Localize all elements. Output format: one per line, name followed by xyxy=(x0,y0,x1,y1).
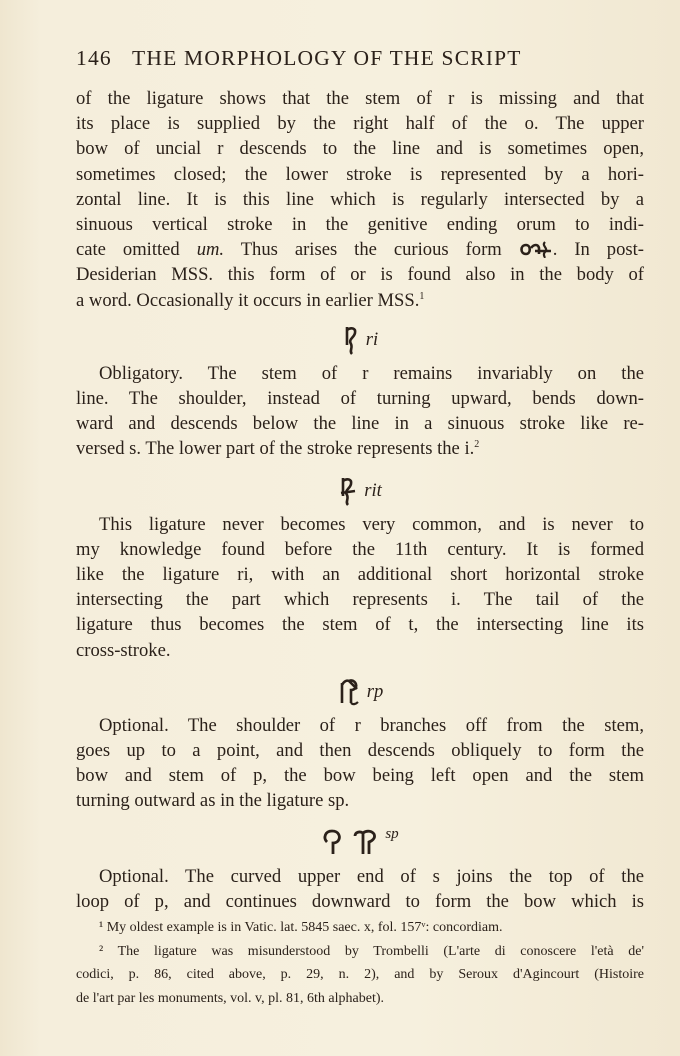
paragraph-or-ligature xyxy=(76,86,644,313)
paragraph-rit xyxy=(76,512,644,663)
text-line: zontal line. It is this line which is regularly intersected by a xyxy=(76,188,644,210)
footnote-1: ¹ My oldest example is in Vatic. lat. 5845 saec. x, fol. 157ᵛ: concordiam. xyxy=(99,920,503,935)
text-line: of the ligature shows that the stem of r is missing and that xyxy=(76,88,644,109)
running-title: THE MORPHOLOGY OF THE SCRIPT xyxy=(132,46,522,70)
text-line: loop of p, and continues downward to form the bow which is xyxy=(76,890,644,912)
orum-ligature-glyph xyxy=(519,240,553,258)
ligature-label: rp xyxy=(366,680,384,702)
text-line: Desiderian MSS. this form of or is found also in the body of xyxy=(76,264,644,286)
text-line: Optional. The shoulder of r branches off from the stem, xyxy=(99,714,644,736)
text-line: intersecting the part which represents i. The tail of the xyxy=(76,589,644,611)
page-number: 146 xyxy=(76,46,112,70)
text-line: line. The shoulder, instead of turning upward, bends down- xyxy=(76,388,644,410)
ligature-heading-rit xyxy=(76,474,644,508)
ri-ligature-glyph xyxy=(342,325,360,355)
text-line: ligature thus becomes the stem of t, the intersecting line its xyxy=(76,614,644,636)
footnote-2-line: ² The ligature was misunderstood by Trombelli (L'arte di conoscere l'età de' xyxy=(99,943,644,959)
ligature-heading-sp xyxy=(76,826,644,860)
footnote-ref: 2 xyxy=(474,439,480,451)
text-line: its place is supplied by the right half of the o. The upper xyxy=(76,113,644,135)
sp-ligature-glyph-b xyxy=(351,828,385,858)
paragraph-rp xyxy=(76,713,644,814)
ligature-label: ri xyxy=(365,328,379,350)
text-line: cate omitted um. Thus arises the curious form . In post- xyxy=(76,239,644,261)
text-line: turning outward as in the ligature sp. xyxy=(76,790,350,812)
footnotes xyxy=(76,916,644,1010)
ligature-heading-ri xyxy=(76,323,644,357)
footnote-2-line: de l'art par les monuments, vol. v, pl. 81, 6th alphabet). xyxy=(76,990,384,1006)
paragraph-sp xyxy=(76,864,644,914)
text-line: bow and stem of p, the bow being left open and the stem xyxy=(76,765,644,787)
text-line: sinuous vertical stroke in the genitive ending orum to indi- xyxy=(76,214,644,236)
text-line: Optional. The curved upper end of s joins the top of the xyxy=(99,865,644,887)
rp-ligature-glyph xyxy=(337,677,361,707)
text-line: bow of uncial r descends to the line and is sometimes open, xyxy=(76,138,644,160)
footnote-2-line: codici, p. 86, cited above, p. 29, n. 2), and by Seroux d'Agincourt (Histoire xyxy=(76,967,644,982)
text-line: cross-stroke. xyxy=(76,639,171,661)
text-line: a word. Occasionally it occurs in earlier MSS.$^1$ xyxy=(76,289,425,311)
text-line: sometimes closed; the lower stroke is represented by a hori- xyxy=(76,163,644,185)
page-body xyxy=(76,86,644,914)
text-line: goes up to a point, and then descends obliquely to form the xyxy=(76,740,644,762)
text-line: Obligatory. The stem of r remains invariably on the xyxy=(99,362,644,384)
paragraph-ri xyxy=(76,361,644,462)
text-line: ward and descends below the line in a sinuous stroke like re- xyxy=(76,413,644,435)
text-line: This ligature never becomes very common, and is never to xyxy=(99,513,644,535)
ligature-label: sp xyxy=(385,826,399,843)
sp-ligature-glyph-a xyxy=(321,828,345,858)
rit-ligature-glyph xyxy=(338,476,358,506)
text-line: my knowledge found before the 11th century. It is formed xyxy=(76,538,644,560)
ligature-heading-rp xyxy=(76,675,644,709)
footnote-ref: 1 xyxy=(419,290,425,302)
running-head xyxy=(76,46,644,71)
text-line: like the ligature ri, with an additional short horizontal stroke xyxy=(76,564,644,586)
text-line: versed s. The lower part of the stroke represents the i.$^2$ xyxy=(76,438,480,460)
ligature-label: rit xyxy=(364,479,382,501)
